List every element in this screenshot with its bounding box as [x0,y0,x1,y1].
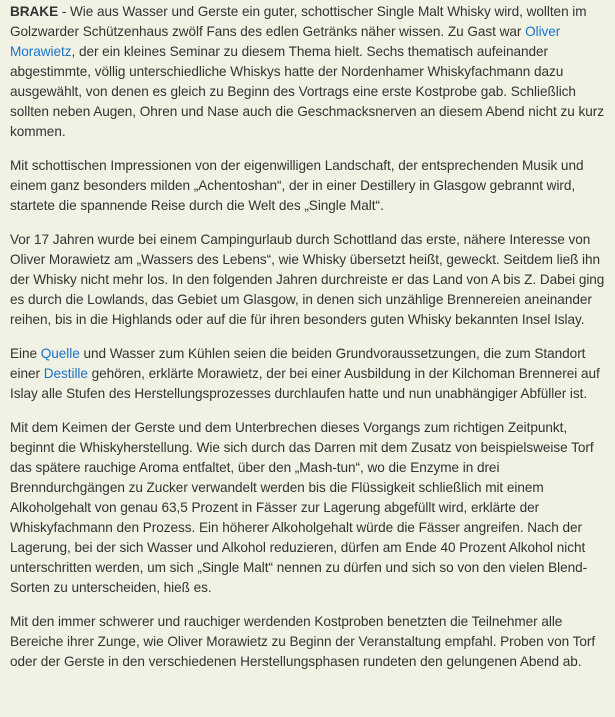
article-paragraph-2: Mit schottischen Impressionen von der eigenwilligen Landschaft, der entsprechenden Musik und einem ganz besonders milden „Achentoshan“, der in einer Destillery in Glasgow gebrannt wird, startete die spannende Reise durch die Welt des „Single Malt“. [10,158,584,213]
paragraph-text: und Wasser zum Kühlen seien die beiden Grundvoraussetzungen, die zum Standort einer [10,346,586,381]
article-paragraph-1 [10,2,615,142]
article-paragraph-5: Mit dem Keimen der Gerste und dem Unterbrechen dieses Vorgangs zum richtigen Zeitpunkt, beginnt die Whiskyherstellung. Wie sich durch das Darren mit dem Zusatz von beispielsweise Torf das spätere rauchige Aroma entfaltet, über den „Mash-tun“, wo die Enzyme in drei Brenndurchgängen zu Zucker verwandelt werden bis die Flüssigkeit schließlich mit einem Alkoholgehalt von genau 63,5 Prozent in Fässer zur Lagerung abgefüllt wird, erklärte der Whiskyfachmann den Prozess. Ein höherer Alkoholgehalt würde die Fässer angreifen. Nach der Lagerung, bei der sich Wasser und Alkohol reduzieren, dürfen am Ende 40 Prozent Alkohol nicht unterschritten werden, um sich „Single Malt“ nennen zu dürfen und sich so von den vielen Blend-Sorten zu unterscheiden, hieß es. [10,420,594,595]
quelle-link[interactable]: Quelle [40,346,80,361]
article-kicker: BRAKE [10,4,59,19]
destille-link[interactable]: Destille [43,366,88,381]
author-link-oliver-morawietz[interactable]: Oliver Morawietz [10,24,561,59]
paragraph-text: gehören, erklärte Morawietz, der bei einer Ausbildung in der Kilchoman Brennerei auf Islay alle Stufen des Herstellungsprozesses durchlaufen hatte und nun unabhängiger Abfüller ist. [10,366,600,401]
article-paragraph-6: Mit den immer schwerer und rauchiger werdenden Kostproben benetzten die Teilnehmer alle Bereiche ihrer Zunge, wie Oliver Morawietz zu Beginn der Veranstaltung empfahl. Proben von Torf oder der Gerste in den verschiedenen Herstellungsphasen rundeten den gelungenen Abend ab. [10,614,596,669]
article-body [10,2,615,686]
article-paragraph-3: Vor 17 Jahren wurde bei einem Campingurlaub durch Schottland das erste, nähere Interesse von Oliver Morawietz am „Wassers des Lebens“, wie Whisky übersetzt heißt, geweckt. Seitdem ließ ihn der Whisky nicht mehr los. In den folgenden Jahren durchreiste er das Land von A bis Z. Dabei ging es durch die Lowlands, das Gebiet um Glasgow, in denen sich unzählige Brennereien aneinander reihen, bis in die Highlands oder auf die für ihren besonders guten Whisky bekannten Insel Islay. [10,232,605,327]
paragraph-text: - Wie aus Wasser und Gerste ein guter, schottischer Single Malt Whisky wird, wollten im Golzwarder Schützenhaus zwölf Fans des edlen Getränks näher wissen. Zu Gast war [10,4,587,39]
article-paragraph-4 [10,344,615,404]
paragraph-text: , der ein kleines Seminar zu diesem Thema hielt. Sechs thematisch aufeinander abgestimmte, völlig unterschiedliche Whiskys hatte der Nordenhamer Whiskyfachmann dazu ausgewählt, von denen es gleich zu Beginn des Vortrags eine erste Kostprobe gab. Schließlich sollten neben Augen, Ohren und Nase auch die Geschmacksnerven an diesem Abend nicht zu kurz kommen. [10,44,604,139]
paragraph-text: Eine [10,346,41,361]
